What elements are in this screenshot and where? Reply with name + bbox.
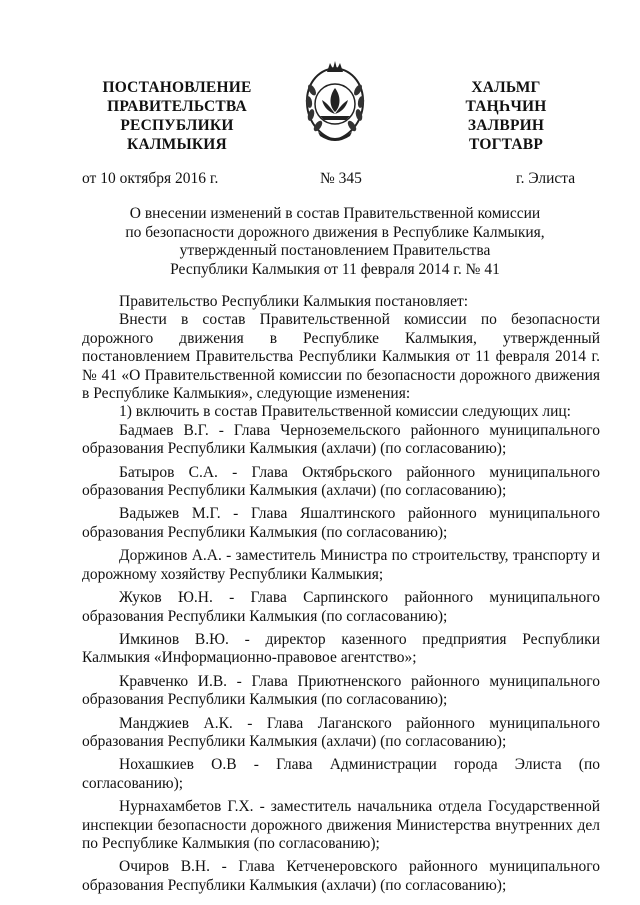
- header-right-line: ТОГТАВР: [468, 136, 544, 153]
- header-right-line: ТАҢҺЧИН: [465, 98, 547, 115]
- header-left-line: КАЛМЫКИЯ: [127, 136, 227, 153]
- resolution-intro: Правительство Республики Калмыкия постановляет:: [119, 293, 469, 310]
- member-entry: Доржинов А.А. - заместитель Министра по строительству, транспорту и дорожному хозяйству Республики Калмыкия;: [82, 547, 600, 583]
- header-right-kalmyk: [447, 78, 565, 154]
- kalmykia-emblem-icon: [298, 60, 372, 146]
- header-left-line: ПРАВИТЕЛЬСТВА: [107, 98, 247, 115]
- member-entry: Жуков Ю.Н. - Глава Сарпинского районного муниципального образования Республики Калмыкия (по согласованию);: [82, 589, 600, 625]
- member-entry: Кравченко И.В. - Глава Приютненского районного муниципального образования Республики Калмыкия (по согласованию);: [82, 672, 600, 709]
- title-line: по безопасности дорожного движения в Республике Калмыкия,: [125, 223, 545, 241]
- resolution-paragraph: Внести в состав Правительственной комиссии по безопасности дорожного движения в Республике Калмыкия, утвержденный постановлением Правительства Республики Калмыкия от 11 февраля 2014 г. № 41 «О Правительственной комиссии по безопасности дорожного движения в Республике Калмыкия», следующие изменения:: [82, 311, 600, 403]
- title-line: утвержденный постановлением Правительства: [179, 242, 491, 259]
- document-title: [100, 205, 570, 279]
- header-left-russian: [92, 78, 262, 154]
- member-entry: Нурнахамбетов Г.Х. - заместитель начальника отдела Государственной инспекции безопасности дорожного движения Министерства внутренних дел по Республике Калмыкия (по согласованию);: [82, 798, 600, 852]
- document-number: № 345: [320, 170, 362, 187]
- member-entry: Вадыжев М.Г. - Глава Яшалтинского районного муниципального образования Республики Калмыкия (по согласованию);: [82, 505, 600, 541]
- document-date: от 10 октября 2016 г.: [82, 170, 219, 187]
- emblem-graphic: [298, 60, 372, 146]
- member-entry: Очиров В.Н. - Глава Кетченеровского районного муниципального образования Республики Калмыкия (ахлачи) (по согласованию);: [82, 858, 600, 894]
- header-left-line: РЕСПУБЛИКИ: [120, 117, 234, 134]
- header-left-line: ПОСТАНОВЛЕНИЕ: [102, 79, 252, 96]
- member-entry: Бадмаев В.Г. - Глава Черноземельского районного муниципального образования Республики Калмыкия (ахлачи) (по согласованию);: [82, 421, 600, 458]
- document-body: [82, 293, 600, 895]
- title-line: О внесении изменений в состав Правительственной комиссии: [129, 205, 541, 222]
- member-entry: Манджиев А.К. - Глава Лаганского районного муниципального образования Республики Калмыкия (ахлачи) (по согласованию);: [82, 714, 600, 750]
- member-entry: Имкинов В.Ю. - директор казенного предприятия Республики Калмыкия «Информационно-правовое агентство»;: [82, 630, 600, 667]
- title-line: Республики Калмыкия от 11 февраля 2014 г. № 41: [170, 260, 500, 278]
- member-entry: Нохашкиев О.В - Глава Администрации города Элиста (по согласованию);: [82, 756, 600, 792]
- header-right-line: ХАЛЬМГ: [471, 79, 541, 96]
- member-entry: Батыров С.А. - Глава Октябрьского районного муниципального образования Республики Калмыкия (ахлачи) (по согласованию);: [82, 463, 600, 500]
- resolution-item-1: 1) включить в состав Правительственной комиссии следующих лиц:: [119, 403, 571, 421]
- header-right-line: ЗАЛВРИН: [467, 117, 545, 134]
- document-city: г. Элиста: [516, 170, 576, 187]
